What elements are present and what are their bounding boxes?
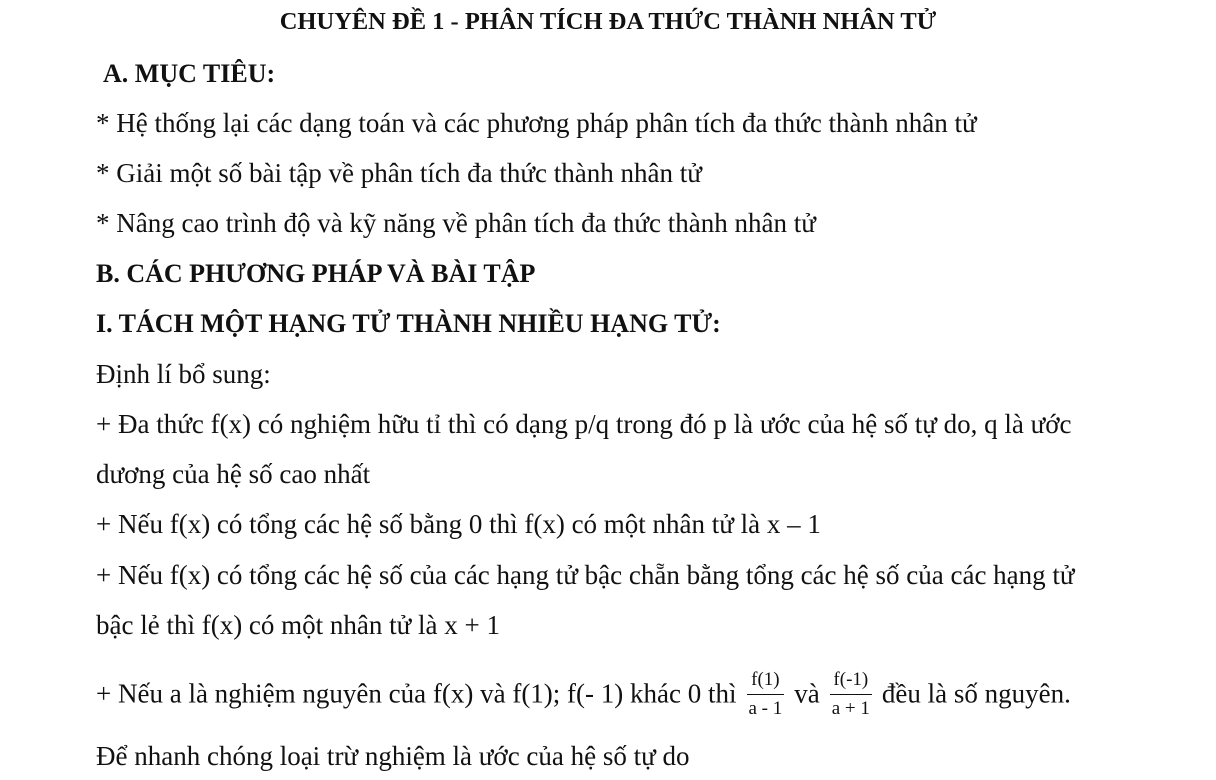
fraction-numerator: f(-1)	[830, 669, 872, 695]
objective-item: * Hệ thống lại các dạng toán và các phương pháp phân tích đa thức thành nhân tử	[96, 108, 977, 138]
connector-word: và	[794, 678, 820, 709]
fraction-f1-over-a-minus-1	[747, 669, 785, 720]
fraction-numerator: f(1)	[747, 669, 785, 695]
closing-line: Để nhanh chóng loại trừ nghiệm là ước của hệ số tự do	[96, 741, 690, 771]
rule-sum-zero: + Nếu f(x) có tổng các hệ số bằng 0 thì f(x) có một nhân tử là x – 1	[96, 509, 821, 539]
fraction-denominator: a - 1	[748, 698, 783, 719]
rule-even-odd-continued: bậc lẻ thì f(x) có một nhân tử là x + 1	[96, 610, 500, 640]
objective-item: * Giải một số bài tập về phân tích đa thức thành nhân tử	[96, 158, 702, 188]
fraction-denominator: a + 1	[831, 698, 870, 719]
rule-integer-root-suffix: đều là số nguyên.	[881, 678, 1071, 709]
objective-item: * Nâng cao trình độ và kỹ năng về phân tích đa thức thành nhân tử	[96, 208, 816, 238]
rule-even-odd: + Nếu f(x) có tổng các hệ số của các hạng tử bậc chẵn bằng tổng các hệ số của các hạng tử	[96, 560, 1075, 590]
section-b-heading: B. CÁC PHƯƠNG PHÁP VÀ BÀI TẬP	[96, 259, 536, 288]
rule-rational-root: + Đa thức f(x) có nghiệm hữu tỉ thì có dạng p/q trong đó p là ước của hệ số tự do, q là ước	[96, 409, 1072, 439]
theorem-label: Định lí bổ sung:	[96, 359, 271, 389]
rule-rational-root-continued: dương của hệ số cao nhất	[96, 459, 371, 489]
rule-integer-root-prefix: + Nếu a là nghiệm nguyên của f(x) và f(1); f(- 1) khác 0 thì	[96, 678, 737, 709]
page-title: CHUYÊN ĐỀ 1 - PHÂN TÍCH ĐA THỨC THÀNH NHÂN TỬ	[279, 8, 937, 35]
fraction-fminus1-over-a-plus-1	[830, 669, 872, 720]
section-i-heading: I. TÁCH MỘT HẠNG TỬ THÀNH NHIỀU HẠNG TỬ:	[96, 309, 721, 338]
section-a-heading: A. MỤC TIÊU:	[103, 59, 276, 88]
rule-integer-root	[96, 671, 1071, 722]
